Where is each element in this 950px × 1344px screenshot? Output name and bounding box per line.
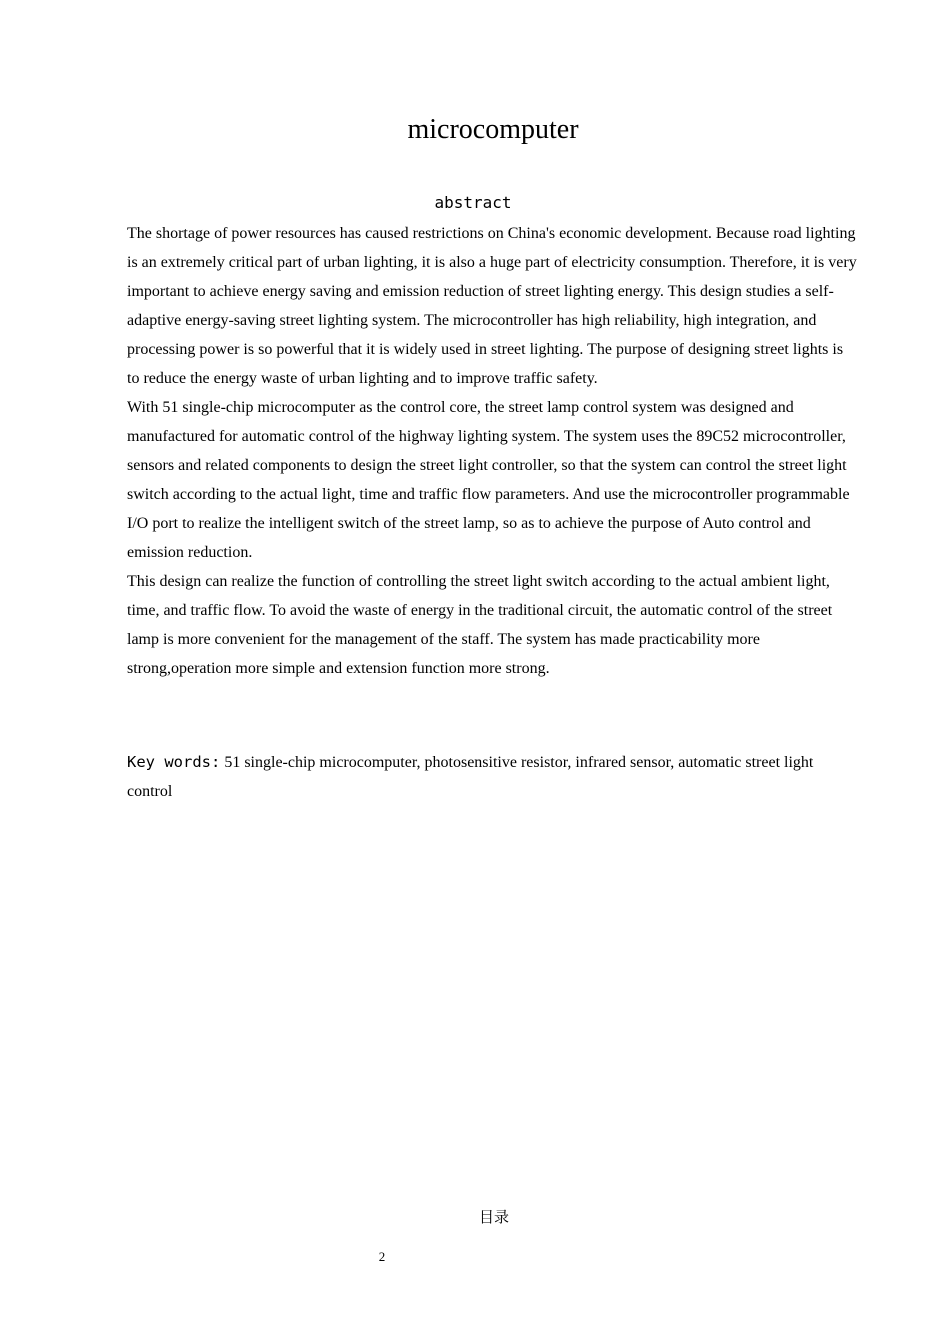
abstract-paragraph-2: With 51 single-chip microcomputer as the control core, the street lamp control system was designed and manufactured for automatic control of the highway lighting system. The system uses the 89C52 microcontroller, sensors and related components to design the street light controller, so that the system can control the street light switch according to the actual light, time and traffic flow parameters. And use the microcontroller programmable I/O port to realize the intelligent switch of the street lamp, so as to achieve the purpose of Auto control and emission reduction. [127,399,850,561]
keywords-label: Key words: [127,753,221,771]
abstract-body [127,219,859,683]
abstract-paragraph-3: This design can realize the function of controlling the street light switch according to the actual ambient light, time, and traffic flow. To avoid the waste of energy in the traditional circuit, the automatic control of the street lamp is more convenient for the management of the staff. The system has made practicability more strong,operation more simple and extension function more strong. [127,573,833,677]
document-title: microcomputer [407,114,579,145]
page-number: 2 [378,1249,386,1264]
keywords-line [127,748,859,806]
keywords-text: 51 single-chip microcomputer, photosensitive resistor, infrared sensor, automatic street light control [127,754,814,800]
table-of-contents-label: 目录 [478,1208,509,1226]
abstract-heading: abstract [434,193,512,212]
abstract-paragraph-1: The shortage of power resources has caused restrictions on China's economic development. Because road lighting is an extremely critical part of urban lighting, it is also a huge part of electricity consumption. Therefore, it is very important to achieve energy saving and emission reduction of street lighting energy. This design studies a self-adaptive energy-saving street lighting system. The microcontroller has high reliability, high integration, and processing power is so powerful that it is widely used in street lighting. The purpose of designing street lights is to reduce the energy waste of urban lighting and to improve traffic safety. [127,225,857,387]
